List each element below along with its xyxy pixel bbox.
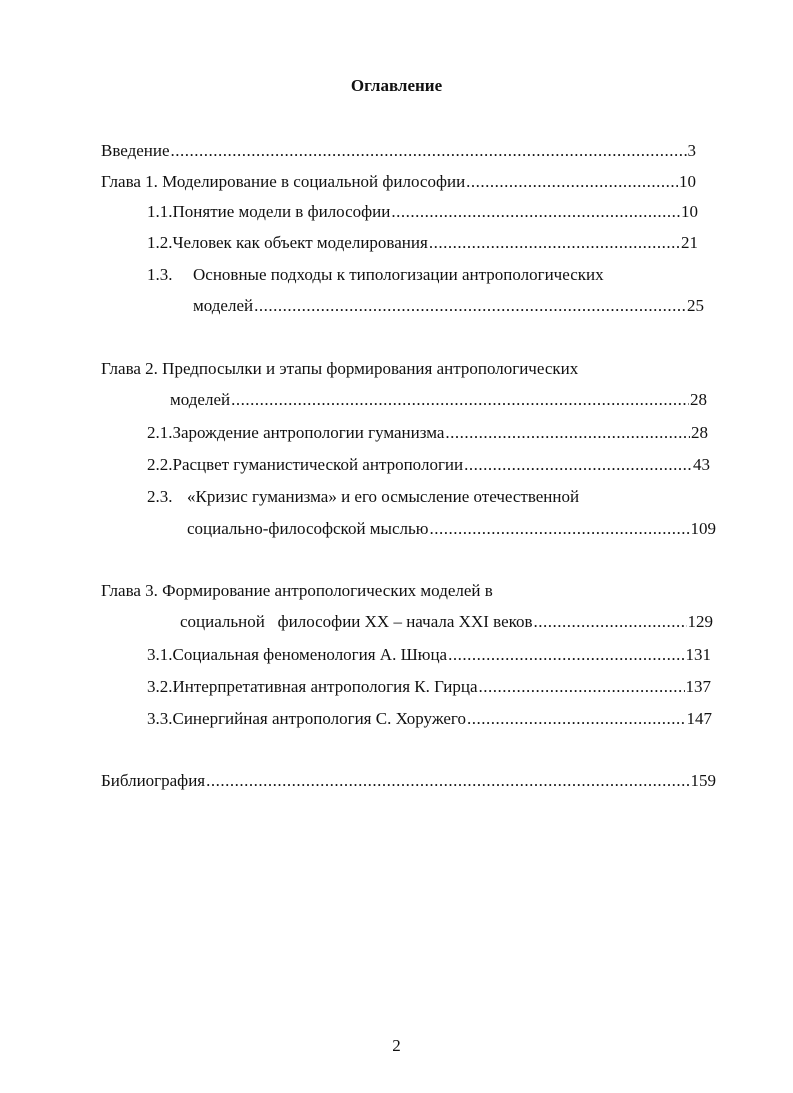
toc-entry-page: 28 (690, 390, 707, 409)
toc-entry-text: Понятие модели в философии (172, 202, 391, 221)
toc-entry-page: 21 (681, 233, 698, 252)
toc-entry-number: 3.3. (147, 709, 173, 728)
toc-entry-chapter-2-cont[interactable] (170, 390, 707, 410)
toc-entry-section-3-3[interactable] (147, 709, 712, 729)
toc-leader-dots (391, 202, 680, 222)
toc-entry-text: Зарождение антропологии гуманизма (172, 423, 445, 442)
toc-entry-page: 147 (686, 709, 712, 728)
toc-entry-section-1-2[interactable] (147, 233, 698, 253)
toc-leader-dots (448, 645, 684, 665)
toc-entry-number: 2.1. (147, 423, 173, 442)
toc-entry-text: моделей (193, 296, 254, 315)
toc-entry-text: Глава 1. Моделирование в социальной философии (101, 172, 466, 191)
toc-entry-text: Социальная феноменология А. Шюца (172, 645, 448, 664)
toc-entry-text: Интерпретативная антропология К. Гирца (172, 677, 478, 696)
toc-leader-dots (429, 233, 680, 253)
toc-entry-page: 10 (679, 172, 696, 191)
toc-entry-text: Расцвет гуманистической антропологии (172, 455, 464, 474)
toc-entry-text: Библиография (101, 771, 206, 790)
toc-leader-dots (171, 141, 687, 161)
toc-leader-dots (467, 709, 686, 729)
toc-entry-number: 1.2. (147, 233, 173, 252)
toc-entry-page: 25 (687, 296, 704, 315)
toc-entry-page: 109 (690, 519, 716, 538)
toc-entry-text: моделей (170, 390, 231, 409)
toc-entry-number: 2.2. (147, 455, 173, 474)
toc-entry-section-2-3[interactable] (147, 487, 579, 507)
toc-entry-number: 3.2. (147, 677, 173, 696)
toc-entry-text: Глава 3. Формирование антропологических моделей в (101, 581, 493, 600)
toc-entry-text: Введение (101, 141, 170, 160)
toc-leader-dots (445, 423, 690, 443)
toc-entry-number: 1.1. (147, 202, 173, 221)
toc-entry-number: 2.3. (147, 487, 173, 506)
toc-entry-section-2-2[interactable] (147, 455, 710, 475)
toc-entry-text: Основные подходы к типологизации антропологических (193, 265, 604, 284)
toc-entry-page: 43 (693, 455, 710, 474)
toc-entry-text: Синергийная антропология С. Хоружего (172, 709, 466, 728)
toc-entry-chapter-3[interactable] (101, 581, 493, 601)
toc-entry-section-3-1[interactable] (147, 645, 711, 665)
toc-entry-page: 131 (685, 645, 711, 664)
toc-entry-text: «Кризис гуманизма» и его осмысление отечественной (187, 487, 580, 506)
toc-entry-page: 3 (687, 141, 696, 160)
toc-entry-chapter-3-cont[interactable] (180, 612, 713, 632)
toc-entry-text: Глава 2. Предпосылки и этапы формирования антропологических (101, 359, 579, 378)
toc-leader-dots (231, 390, 689, 410)
toc-entry-section-1-1[interactable] (147, 202, 698, 222)
toc-entry-section-2-3-cont[interactable] (187, 519, 716, 539)
toc-entry-bibliography[interactable] (101, 771, 716, 791)
toc-entry-section-1-3-cont[interactable] (193, 296, 704, 316)
toc-entry-section-1-3[interactable] (147, 265, 604, 285)
toc-title: Оглавление (350, 76, 443, 95)
toc-leader-dots (534, 612, 687, 632)
toc-leader-dots (429, 519, 689, 539)
toc-entry-page: 137 (685, 677, 711, 696)
toc-entry-page: 10 (681, 202, 698, 221)
toc-leader-dots (466, 172, 678, 192)
toc-entry-chapter-1[interactable] (101, 172, 696, 192)
toc-entry-text: социальной философии XX – начала XXI веков (180, 612, 533, 631)
toc-entry-section-3-2[interactable] (147, 677, 711, 697)
toc-entry-text: социально-философской мыслью (187, 519, 429, 538)
toc-leader-dots (479, 677, 685, 697)
toc-entry-intro[interactable] (101, 141, 696, 161)
toc-entry-number: 3.1. (147, 645, 173, 664)
toc-leader-dots (254, 296, 686, 316)
toc-leader-dots (206, 771, 689, 791)
toc-entry-text: Человек как объект моделирования (172, 233, 428, 252)
page-number: 2 (392, 1036, 401, 1055)
toc-entry-section-2-1[interactable] (147, 423, 708, 443)
toc-entry-number: 1.3. (147, 265, 173, 284)
toc-entry-page: 159 (690, 771, 716, 790)
toc-entry-chapter-2[interactable] (101, 359, 578, 379)
toc-leader-dots (464, 455, 692, 475)
toc-entry-page: 129 (687, 612, 713, 631)
toc-entry-page: 28 (691, 423, 708, 442)
